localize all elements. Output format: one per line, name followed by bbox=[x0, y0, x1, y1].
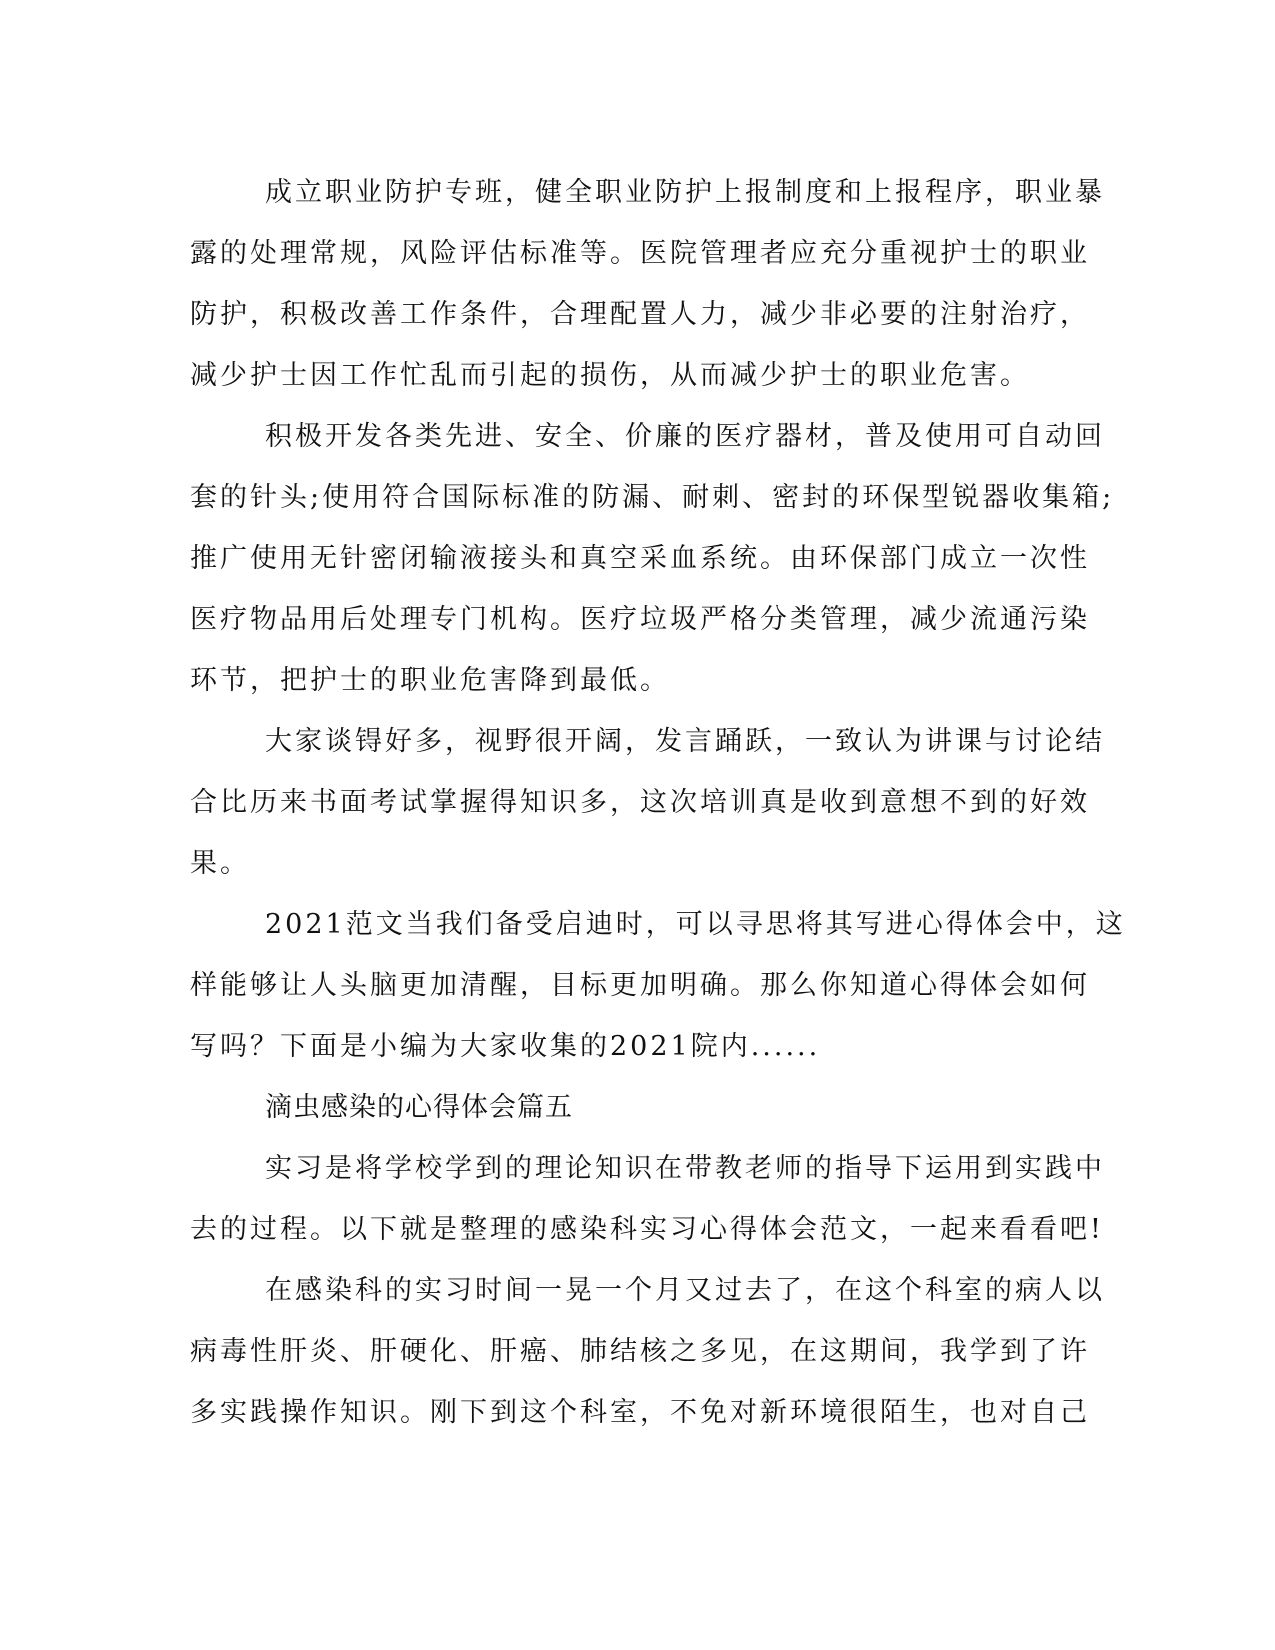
paragraph-line: 样能够让人头脑更加清醒，目标更加明确。那么你知道心得体会如何 bbox=[190, 970, 1090, 1001]
paragraph-line: 减少护士因工作忙乱而引起的损伤，从而减少护士的职业危害。 bbox=[190, 360, 1030, 391]
paragraph-line: 积极开发各类先进、安全、价廉的医疗器材，普及使用可自动回 bbox=[265, 421, 1105, 452]
paragraph-line: 套的针头;使用符合国际标准的防漏、耐刺、密封的环保型锐器收集箱; bbox=[190, 482, 1115, 513]
paragraph-line: 2021范文当我们备受启迪时，可以寻思将其写进心得体会中，这 bbox=[265, 909, 1126, 940]
section-heading: 滴虫感染的心得体会篇五 bbox=[265, 1092, 573, 1123]
paragraph-line: 露的处理常规，风险评估标准等。医院管理者应充分重视护士的职业 bbox=[190, 238, 1090, 269]
paragraph-line: 实习是将学校学到的理论知识在带教老师的指导下运用到实践中 bbox=[265, 1153, 1105, 1184]
paragraph-line: 写吗？下面是小编为大家收集的2021院内...... bbox=[190, 1031, 821, 1062]
paragraph-line: 多实践操作知识。刚下到这个科室，不免对新环境很陌生，也对自己 bbox=[190, 1397, 1090, 1428]
paragraph-line: 去的过程。以下就是整理的感染科实习心得体会范文，一起来看看吧! bbox=[190, 1214, 1104, 1245]
paragraph-line: 推广使用无针密闭输液接头和真空采血系统。由环保部门成立一次性 bbox=[190, 543, 1090, 574]
paragraph-line: 医疗物品用后处理专门机构。医疗垃圾严格分类管理，减少流通污染 bbox=[190, 604, 1090, 635]
paragraph-line: 果。 bbox=[190, 848, 250, 879]
paragraph-line: 病毒性肝炎、肝硬化、肝癌、肺结核之多见，在这期间，我学到了许 bbox=[190, 1336, 1090, 1367]
document-body bbox=[190, 162, 1126, 1443]
paragraph-line: 成立职业防护专班，健全职业防护上报制度和上报程序，职业暴 bbox=[265, 177, 1105, 208]
paragraph-line: 在感染科的实习时间一晃一个月又过去了，在这个科室的病人以 bbox=[265, 1275, 1105, 1306]
paragraph-line: 环节，把护士的职业危害降到最低。 bbox=[190, 665, 670, 696]
paragraph-line: 大家谈锝好多，视野很开阔，发言踊跃，一致认为讲课与讨论结 bbox=[265, 726, 1105, 757]
paragraph-line: 合比历来书面考试掌握得知识多，这次培训真是收到意想不到的好效 bbox=[190, 787, 1090, 818]
paragraph-line: 防护，积极改善工作条件，合理配置人力，减少非必要的注射治疗， bbox=[190, 299, 1090, 330]
